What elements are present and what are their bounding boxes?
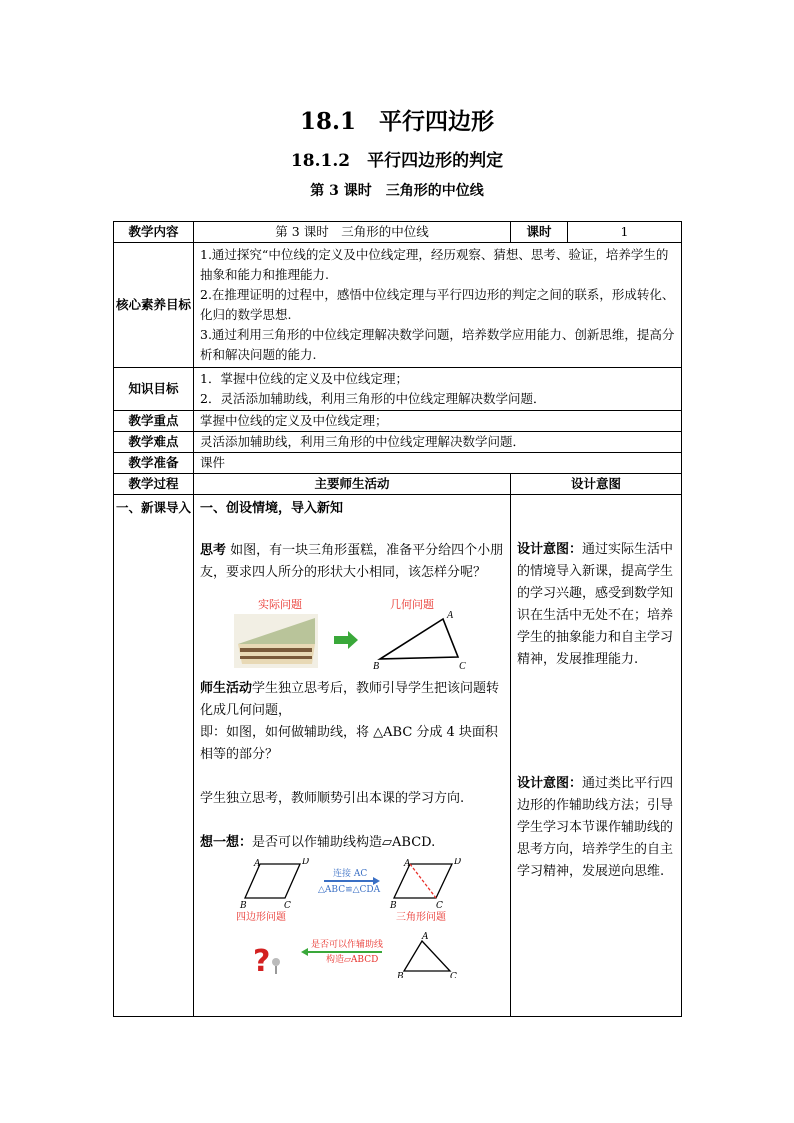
knowledge-item: 1．掌握中位线的定义及中位线定理； (200, 371, 408, 386)
row-key (114, 411, 682, 432)
think2-paragraph (200, 832, 504, 854)
question-mark-icon (253, 944, 280, 978)
lesson-plan-table (113, 221, 682, 1017)
diagonal-ac (410, 864, 436, 898)
right-arrow-head-icon (373, 877, 380, 885)
fig2-congruent: △ABC≌△CDA (318, 885, 381, 895)
fig1-right-label: 几何问题 (390, 598, 434, 611)
parallelogram-figure-drawing (200, 858, 500, 978)
row-intro (114, 495, 682, 1017)
prep-value: 课件 (194, 453, 682, 474)
section-title: 18.1.2 平行四边形的判定 (290, 151, 504, 171)
left-arrow-head-icon (301, 948, 308, 956)
intent-header: 设计意图 (511, 474, 682, 495)
core-content (194, 243, 682, 368)
fig2-tri-a: A (422, 932, 429, 942)
phase-label: 一、新课导入 (114, 495, 194, 1017)
knowledge-content (194, 368, 682, 411)
core-item: 1.通过探究“中位线的定义及中位线定理，经历观察、猜想、思考、验证，培养学生的抽象和能力和推理能力. (200, 247, 669, 282)
content-value: 第 3 课时 三角形的中位线 (194, 222, 511, 243)
think-text: 如图，有一块三角形蛋糕，准备平分给四个小朋友，要求四人所分的形状大小相同，该怎样分呢？ (200, 543, 504, 580)
activity-header: 主要师生活动 (194, 474, 511, 495)
key-value: 掌握中位线的定义及中位线定理； (194, 411, 682, 432)
think2-lead: 想一想： (200, 835, 253, 850)
parallelogram-left (245, 864, 300, 898)
intent-text-2: 通过类比平行四边形的作辅助线方法；引导学生学习本节课作辅助线的思考方向，培养学生的自主学习精神，发展逆向思维. (517, 776, 674, 879)
fig2-tri-c: C (450, 972, 457, 978)
fig1-left-label: 实际问题 (258, 598, 302, 611)
fig2-left-b: B (240, 901, 247, 911)
prep-label: 教学准备 (114, 453, 194, 474)
cake-figure (200, 592, 504, 672)
fig2-quad-label: 四边形问题 (236, 912, 286, 923)
think-paragraph (200, 540, 504, 584)
row-content (114, 222, 682, 243)
fig2-left-d: D (302, 858, 310, 867)
fig1-vertex-a: A (447, 610, 454, 621)
core-item: 3.通过利用三角形的中位线定理解决数学问题，培养数学应用能力、创新思维，提高分析和解决问题的能力. (200, 327, 675, 362)
teacher-lead: 师生活动 (200, 681, 253, 696)
parallelogram-figure (200, 858, 504, 978)
lesson-title: 第 3 课时 三角形的中位线 (310, 183, 484, 199)
teacher-text: 学生独立思考后，教师引导学生把该问题转化成几何问题， (200, 681, 500, 718)
fig1-vertex-b: B (373, 661, 380, 672)
svg-text:?: ? (253, 944, 271, 978)
row-knowledge (114, 368, 682, 411)
intent-paragraph-1 (517, 539, 675, 671)
key-label: 教学重点 (114, 411, 194, 432)
core-item: 2.在推理证明的过程中，感悟中位线定理与平行四边形的判定之间的联系，形成转化、化归的数学思想. (200, 287, 675, 322)
fig2-left-a: A (254, 859, 261, 869)
fig2-left-c: C (284, 901, 291, 911)
think-lead: 思考 (200, 543, 227, 558)
fig2-right-b: B (390, 901, 397, 911)
fig2-right-d: D (454, 858, 462, 867)
activity-heading: 一、创设情境，导入新知 (200, 501, 344, 516)
fig2-connect: 连接 AC (333, 869, 368, 879)
intent-lead-2: 设计意图： (517, 776, 583, 791)
intent-text-1: 通过实际生活中的情境导入新课，提高学生的学习兴趣，感受到数学知识在生活中无处不在；培养学生的抽象能力和自主学习精神，发展推理能力. (517, 542, 674, 667)
process-label: 教学过程 (114, 474, 194, 495)
fig1-vertex-c: C (459, 661, 466, 672)
triangle-abc (380, 619, 458, 659)
teacher-question: 即：如图，如何做辅助线，将 △ABC 分成 4 块面积相等的部分？ (200, 725, 498, 762)
intent-cell (511, 495, 682, 1017)
core-label: 核心素养目标 (114, 243, 194, 368)
period-value: 1 (568, 222, 682, 243)
teacher-paragraph (200, 678, 504, 722)
row-core (114, 243, 682, 368)
fig2-question2: 构造▱ABCD (326, 955, 379, 965)
cake-image (234, 614, 318, 668)
right-arrow-icon (334, 631, 358, 649)
fig2-right-a: A (404, 859, 411, 869)
intent-paragraph-2 (517, 773, 675, 883)
activity-cell (194, 495, 511, 1017)
fig2-right-c: C (436, 901, 443, 911)
content-label: 教学内容 (114, 222, 194, 243)
knowledge-label: 知识目标 (114, 368, 194, 411)
fig2-question1: 是否可以作辅助线 (311, 940, 384, 950)
fig2-tri-label: 三角形问题 (396, 912, 446, 923)
difficult-label: 教学难点 (114, 432, 194, 453)
student-text: 学生独立思考，教师顺势引出本课的学习方向. (200, 791, 465, 806)
fig2-tri-b: B (397, 972, 404, 978)
think2-text: 是否可以作辅助线构造▱ABCD. (252, 835, 436, 850)
row-difficult (114, 432, 682, 453)
row-process-header (114, 474, 682, 495)
period-label: 课时 (511, 222, 568, 243)
page-title: 18.1 平行四边形 (299, 108, 495, 135)
row-prep (114, 453, 682, 474)
difficult-value: 灵活添加辅助线，利用三角形的中位线定理解决数学问题． (194, 432, 682, 453)
cake-figure-drawing (200, 592, 500, 672)
intent-lead-1: 设计意图： (517, 542, 583, 557)
triangle-abc-2 (404, 941, 450, 971)
knowledge-item: 2．灵活添加辅助线，利用三角形的中位线定理解决数学问题． (200, 391, 546, 406)
